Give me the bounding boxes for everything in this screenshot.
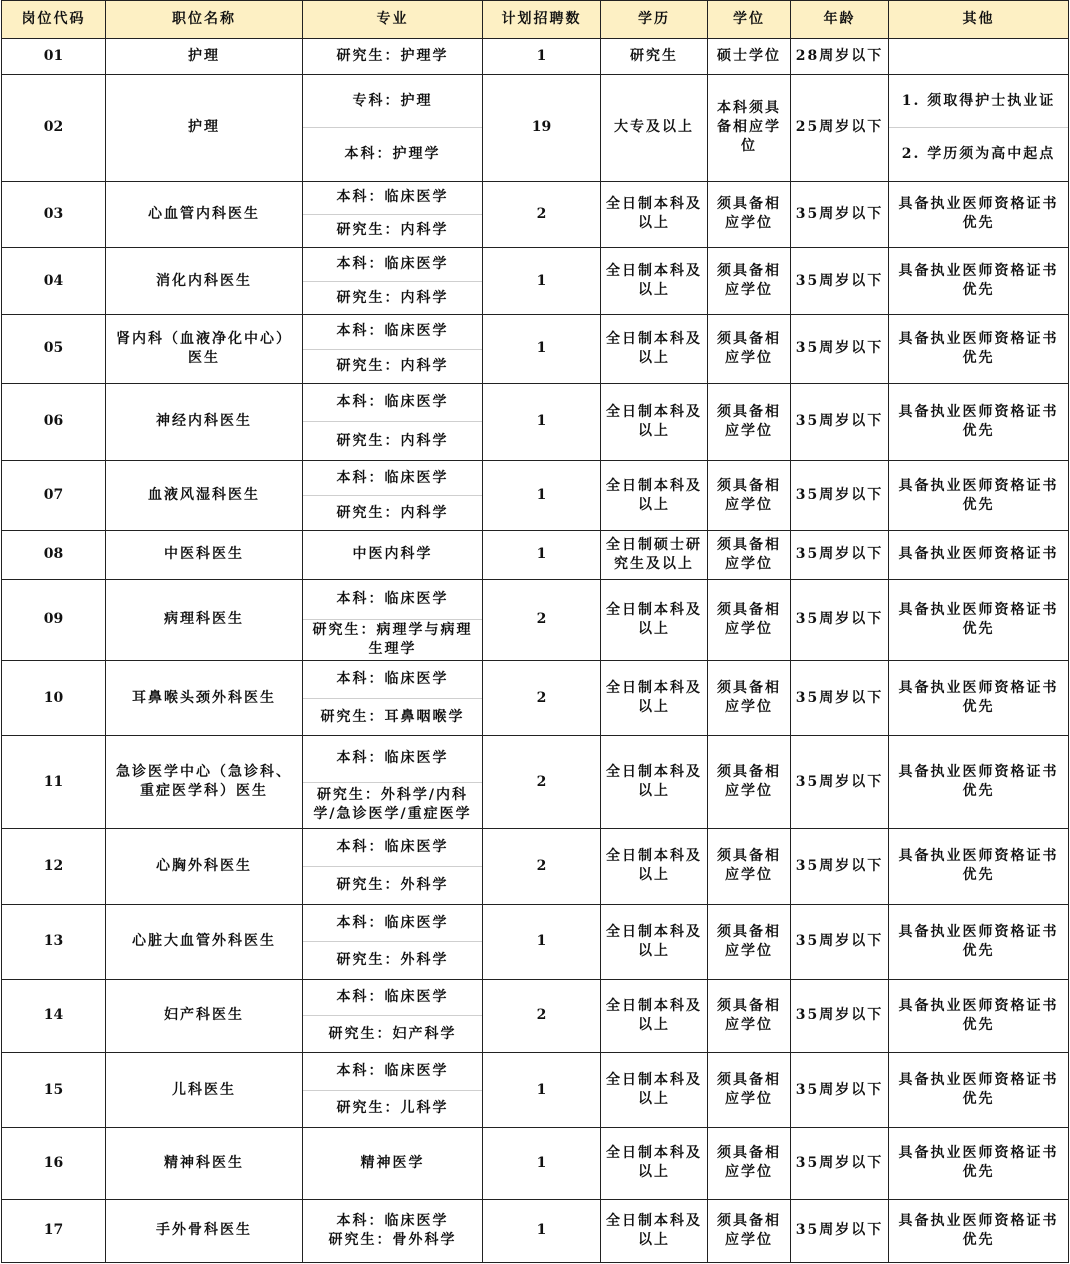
cell-major — [303, 248, 483, 315]
cell-code: 01 — [2, 39, 106, 75]
cell-education: 全日制本科及以上 — [601, 905, 708, 979]
cell-education: 全日制本科及以上 — [601, 461, 708, 531]
cell-age: 35周岁以下 — [791, 828, 889, 904]
cell-age: 28周岁以下 — [791, 39, 889, 75]
cell-degree: 须具备相应学位 — [708, 383, 791, 460]
major-item: 研究生：内科学 — [303, 214, 482, 247]
other-item: 具备执业医师资格证书优先 — [898, 764, 1059, 800]
cell-code: 14 — [2, 979, 106, 1052]
cell-title: 手外骨科医生 — [106, 1199, 303, 1262]
cell-degree: 须具备相应学位 — [708, 248, 791, 315]
cell-degree: 须具备相应学位 — [708, 979, 791, 1052]
cell-title: 消化内科医生 — [106, 248, 303, 315]
cell-count: 2 — [483, 736, 601, 828]
cell-major — [303, 905, 483, 979]
cell-major — [303, 979, 483, 1052]
cell-other — [889, 905, 1069, 979]
major-item: 研究生：儿科学 — [303, 1090, 482, 1128]
cell-code: 10 — [2, 661, 106, 736]
table-row — [2, 248, 1069, 315]
header-major: 专业 — [303, 1, 483, 39]
cell-other — [889, 579, 1069, 660]
cell-major — [303, 315, 483, 383]
cell-age: 25周岁以下 — [791, 75, 889, 182]
major-item: 中医内科学 — [352, 546, 433, 563]
cell-title: 急诊医学中心（急诊科、重症医学科）医生 — [106, 736, 303, 828]
cell-title: 肾内科（血液净化中心）医生 — [106, 315, 303, 383]
header-degree: 学位 — [708, 1, 791, 39]
cell-education: 全日制本科及以上 — [601, 736, 708, 828]
cell-age: 35周岁以下 — [791, 531, 889, 579]
cell-major — [303, 1199, 483, 1262]
cell-degree: 须具备相应学位 — [708, 1199, 791, 1262]
table-row — [2, 1128, 1069, 1199]
cell-education: 全日制本科及以上 — [601, 1128, 708, 1199]
cell-degree: 须具备相应学位 — [708, 1128, 791, 1199]
major-item: 本科：护理学 — [303, 127, 482, 180]
cell-education: 研究生 — [601, 39, 708, 75]
major-item: 本科：临床医学 — [336, 670, 449, 687]
header-education: 学历 — [601, 1, 708, 39]
major-item: 研究生：耳鼻咽喉学 — [303, 698, 482, 736]
cell-age: 35周岁以下 — [791, 979, 889, 1052]
other-item: 2. 学历须为高中起点 — [889, 127, 1068, 180]
cell-other — [889, 315, 1069, 383]
major-item: 研究生：外科学/内科学/急诊医学/重症医学 — [303, 782, 482, 828]
cell-age: 35周岁以下 — [791, 248, 889, 315]
cell-major — [303, 1128, 483, 1199]
major-item: 研究生：病理学与病理生理学 — [303, 619, 482, 660]
cell-title: 护理 — [106, 39, 303, 75]
other-item — [889, 39, 1068, 74]
table-body — [2, 39, 1069, 1263]
cell-age: 35周岁以下 — [791, 1128, 889, 1199]
cell-education: 大专及以上 — [601, 75, 708, 182]
cell-other — [889, 661, 1069, 736]
major-item: 精神医学 — [360, 1154, 425, 1171]
cell-age: 35周岁以下 — [791, 181, 889, 247]
cell-count: 2 — [483, 979, 601, 1052]
cell-age: 35周岁以下 — [791, 661, 889, 736]
table-row — [2, 1199, 1069, 1262]
cell-count: 1 — [483, 1052, 601, 1127]
cell-count: 1 — [483, 1128, 601, 1199]
table-row — [2, 461, 1069, 531]
major-item: 本科：临床医学 — [336, 988, 449, 1005]
other-item: 具备执业医师资格证书优先 — [898, 196, 1059, 232]
cell-other — [889, 461, 1069, 531]
other-item: 具备执业医师资格证书优先 — [898, 601, 1059, 637]
cell-other — [889, 1052, 1069, 1127]
cell-code: 12 — [2, 828, 106, 904]
cell-degree: 须具备相应学位 — [708, 736, 791, 828]
cell-code: 11 — [2, 736, 106, 828]
other-item: 具备执业医师资格证书优先 — [898, 1145, 1059, 1181]
cell-code: 16 — [2, 1128, 106, 1199]
major-item: 本科：临床医学 — [336, 590, 449, 607]
table-row — [2, 39, 1069, 75]
cell-degree: 须具备相应学位 — [708, 828, 791, 904]
cell-title: 中医科医生 — [106, 531, 303, 579]
major-item: 本科：临床医学 — [336, 914, 449, 931]
cell-major — [303, 828, 483, 904]
cell-count: 1 — [483, 383, 601, 460]
cell-degree: 须具备相应学位 — [708, 1052, 791, 1127]
other-item: 具备执业医师资格证书优先 — [898, 403, 1059, 439]
cell-title: 精神科医生 — [106, 1128, 303, 1199]
cell-education: 全日制本科及以上 — [601, 248, 708, 315]
cell-count: 2 — [483, 181, 601, 247]
cell-count: 1 — [483, 248, 601, 315]
major-item: 本科：临床医学 研究生：骨外科学 — [328, 1212, 457, 1248]
cell-other — [889, 248, 1069, 315]
major-item: 研究生：外科学 — [303, 866, 482, 904]
cell-count: 2 — [483, 828, 601, 904]
cell-code: 17 — [2, 1199, 106, 1262]
major-item: 研究生：护理学 — [336, 48, 449, 65]
major-item: 研究生：内科学 — [303, 495, 482, 530]
cell-title: 心脏大血管外科医生 — [106, 905, 303, 979]
cell-count: 1 — [483, 531, 601, 579]
cell-degree: 须具备相应学位 — [708, 905, 791, 979]
other-item: 具备执业医师资格证书优先 — [898, 263, 1059, 299]
cell-major — [303, 75, 483, 182]
cell-education: 全日制本科及以上 — [601, 1199, 708, 1262]
cell-education: 全日制本科及以上 — [601, 1052, 708, 1127]
table-row — [2, 1052, 1069, 1127]
cell-age: 35周岁以下 — [791, 461, 889, 531]
cell-degree: 须具备相应学位 — [708, 661, 791, 736]
cell-other — [889, 1128, 1069, 1199]
table-row — [2, 661, 1069, 736]
cell-degree: 须具备相应学位 — [708, 579, 791, 660]
cell-code: 07 — [2, 461, 106, 531]
table-row — [2, 579, 1069, 660]
cell-code: 04 — [2, 248, 106, 315]
cell-code: 15 — [2, 1052, 106, 1127]
other-item: 具备执业医师资格证书优先 — [898, 997, 1059, 1033]
cell-other — [889, 181, 1069, 247]
cell-count: 1 — [483, 39, 601, 75]
table-header — [2, 1, 1069, 39]
header-code: 岗位代码 — [2, 1, 106, 39]
table-row — [2, 181, 1069, 247]
other-item: 具备执业医师资格证书优先 — [898, 330, 1059, 366]
cell-title: 心胸外科医生 — [106, 828, 303, 904]
cell-degree: 硕士学位 — [708, 39, 791, 75]
cell-education: 全日制硕士研究生及以上 — [601, 531, 708, 579]
cell-count: 1 — [483, 905, 601, 979]
cell-code: 13 — [2, 905, 106, 979]
major-item: 研究生：外科学 — [303, 941, 482, 978]
cell-degree: 须具备相应学位 — [708, 461, 791, 531]
cell-other — [889, 979, 1069, 1052]
major-item: 研究生：内科学 — [303, 349, 482, 383]
cell-education: 全日制本科及以上 — [601, 383, 708, 460]
cell-age: 35周岁以下 — [791, 315, 889, 383]
cell-code: 08 — [2, 531, 106, 579]
header-age: 年龄 — [791, 1, 889, 39]
header-title: 职位名称 — [106, 1, 303, 39]
table-row — [2, 315, 1069, 383]
major-item: 专科：护理 — [352, 92, 433, 109]
cell-education: 全日制本科及以上 — [601, 828, 708, 904]
cell-count: 2 — [483, 661, 601, 736]
table-row — [2, 905, 1069, 979]
major-item: 本科：临床医学 — [336, 838, 449, 855]
cell-degree: 须具备相应学位 — [708, 531, 791, 579]
cell-code: 05 — [2, 315, 106, 383]
cell-degree: 须具备相应学位 — [708, 315, 791, 383]
cell-major — [303, 1052, 483, 1127]
cell-count: 2 — [483, 579, 601, 660]
table-row — [2, 828, 1069, 904]
cell-title: 护理 — [106, 75, 303, 182]
other-item: 具备执业医师资格证书 — [898, 546, 1059, 563]
cell-title: 儿科医生 — [106, 1052, 303, 1127]
cell-education: 全日制本科及以上 — [601, 661, 708, 736]
cell-major — [303, 181, 483, 247]
major-item: 本科：临床医学 — [336, 394, 449, 410]
cell-major — [303, 579, 483, 660]
cell-major — [303, 461, 483, 531]
major-item: 本科：临床医学 — [336, 189, 449, 206]
cell-code: 02 — [2, 75, 106, 182]
header-count: 计划招聘数 — [483, 1, 601, 39]
table-row — [2, 531, 1069, 579]
recruitment-table — [1, 0, 1069, 1263]
other-item: 1. 须取得护士执业证 — [901, 92, 1056, 109]
cell-code: 06 — [2, 383, 106, 460]
cell-age: 35周岁以下 — [791, 579, 889, 660]
major-item: 研究生：内科学 — [303, 281, 482, 315]
cell-count: 1 — [483, 315, 601, 383]
other-item: 具备执业医师资格证书优先 — [898, 1072, 1059, 1108]
cell-education: 全日制本科及以上 — [601, 181, 708, 247]
cell-other — [889, 39, 1069, 75]
major-item: 本科：临床医学 — [336, 255, 449, 272]
cell-degree: 须具备相应学位 — [708, 181, 791, 247]
cell-other — [889, 383, 1069, 460]
cell-education: 全日制本科及以上 — [601, 979, 708, 1052]
cell-degree: 本科须具备相应学位 — [708, 75, 791, 182]
cell-count: 1 — [483, 1199, 601, 1262]
major-item: 研究生：内科学 — [303, 421, 482, 460]
cell-other — [889, 75, 1069, 182]
other-item: 具备执业医师资格证书优先 — [898, 848, 1059, 884]
table-row — [2, 736, 1069, 828]
cell-age: 35周岁以下 — [791, 736, 889, 828]
other-item: 具备执业医师资格证书优先 — [898, 680, 1059, 716]
other-item: 具备执业医师资格证书优先 — [898, 477, 1059, 513]
cell-count: 1 — [483, 461, 601, 531]
table-row — [2, 979, 1069, 1052]
cell-education: 全日制本科及以上 — [601, 315, 708, 383]
cell-major — [303, 383, 483, 460]
cell-age: 35周岁以下 — [791, 383, 889, 460]
major-item: 本科：临床医学 — [336, 323, 449, 340]
cell-age: 35周岁以下 — [791, 1199, 889, 1262]
cell-count: 19 — [483, 75, 601, 182]
major-item: 本科：临床医学 — [336, 469, 449, 486]
cell-other — [889, 736, 1069, 828]
major-item: 研究生：妇产科学 — [303, 1015, 482, 1052]
cell-major — [303, 661, 483, 736]
cell-title: 妇产科医生 — [106, 979, 303, 1052]
cell-title: 病理科医生 — [106, 579, 303, 660]
cell-title: 心血管内科医生 — [106, 181, 303, 247]
cell-title: 耳鼻喉头颈外科医生 — [106, 661, 303, 736]
header-other: 其他 — [889, 1, 1069, 39]
cell-age: 35周岁以下 — [791, 905, 889, 979]
cell-other — [889, 531, 1069, 579]
table-row — [2, 383, 1069, 460]
cell-other — [889, 1199, 1069, 1262]
cell-education: 全日制本科及以上 — [601, 579, 708, 660]
cell-title: 血液风湿科医生 — [106, 461, 303, 531]
cell-code: 09 — [2, 579, 106, 660]
cell-major — [303, 531, 483, 579]
other-item: 具备执业医师资格证书优先 — [898, 1212, 1059, 1248]
cell-major — [303, 39, 483, 75]
cell-age: 35周岁以下 — [791, 1052, 889, 1127]
cell-title: 神经内科医生 — [106, 383, 303, 460]
other-item: 具备执业医师资格证书优先 — [898, 923, 1059, 959]
cell-code: 03 — [2, 181, 106, 247]
cell-major — [303, 736, 483, 828]
major-item: 本科：临床医学 — [336, 1062, 449, 1079]
cell-other — [889, 828, 1069, 904]
table-row — [2, 75, 1069, 182]
major-item: 本科：临床医学 — [336, 750, 449, 767]
